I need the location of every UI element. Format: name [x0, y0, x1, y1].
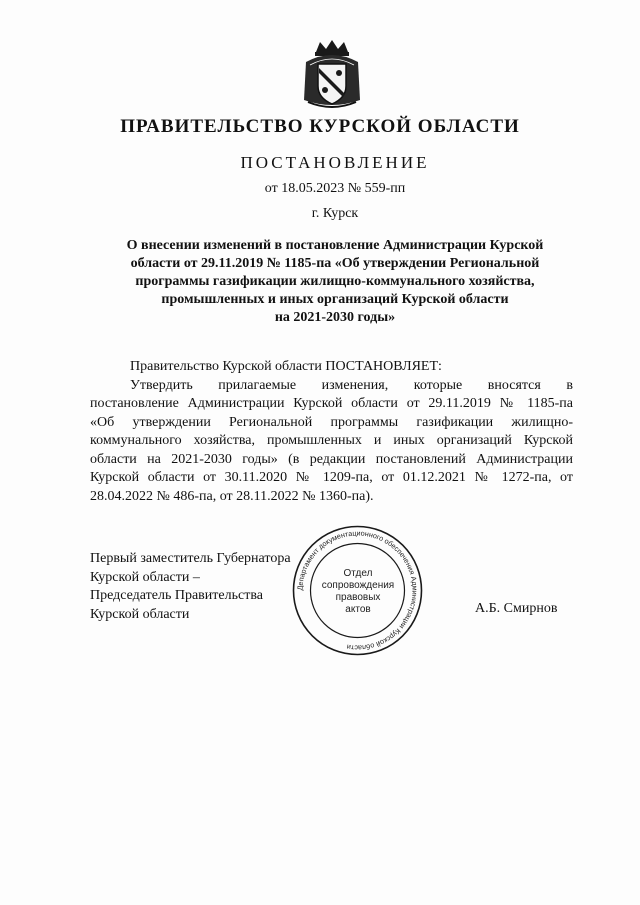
stamp-line: правовых: [335, 592, 381, 603]
body-line: постановление Администрации Курской области от 29.11.2019 № 1185-па: [90, 396, 573, 411]
subject-line: на 2021-2030 годы»: [274, 310, 396, 325]
signer-name: А.Б. Смирнов: [475, 601, 558, 616]
subject-line: О внесении изменений в постановление Администрации Курской: [126, 238, 544, 253]
document-body: [90, 358, 573, 506]
body-line: области на 2021-2030 годы» (в редакции постановлений Администрации: [90, 451, 573, 467]
body-line: «Об утверждении Региональной программы газификации жилищно-: [90, 414, 573, 430]
document-type: ПОСТАНОВЛЕНИЕ: [240, 153, 430, 172]
signer-position-line: Председатель Правительства: [90, 588, 263, 603]
stamp-line: актов: [345, 604, 371, 615]
document-date-number: от 18.05.2023 № 559-пп: [264, 181, 406, 196]
stamp-center-text: [316, 568, 400, 616]
signer-position: [90, 550, 291, 624]
body-line: Курской области от 30.11.2020 № 1209-па, от 01.12.2021 № 1272-па, от: [90, 470, 573, 485]
stamp-ring-text: Департамент документационного обеспечения Администрации Курской области: [295, 528, 420, 653]
subject-line: программы газификации жилищно-коммунального хозяйства,: [135, 274, 535, 289]
stamp-line: Отдел: [343, 568, 373, 579]
body-line: Правительство Курской области ПОСТАНОВЛЯЕТ:: [130, 359, 442, 374]
body-line: Утвердить прилагаемые изменения, которые вносятся в: [130, 377, 573, 393]
coat-of-arms-emblem: [302, 38, 362, 114]
body-line: 28.04.2022 № 486-па, от 28.11.2022 № 1360-па).: [90, 488, 374, 504]
signer-position-line: Курской области: [90, 606, 190, 622]
subject-line: области от 29.11.2019 № 1185-па «Об утверждении Региональной: [130, 256, 540, 271]
signer-position-line: Курской области –: [90, 569, 200, 585]
subject-line: промышленных и иных организаций Курской области: [161, 292, 509, 307]
document-subject: [96, 237, 574, 327]
document-city: г. Курск: [311, 206, 359, 221]
government-title: ПРАВИТЕЛЬСТВО КУРСКОЙ ОБЛАСТИ: [120, 116, 520, 137]
signer-position-line: Первый заместитель Губернатора: [90, 551, 291, 566]
body-line: коммунального хозяйства, промышленных и иных организаций Курской: [90, 433, 573, 448]
stamp-line: сопровождения: [321, 580, 395, 591]
